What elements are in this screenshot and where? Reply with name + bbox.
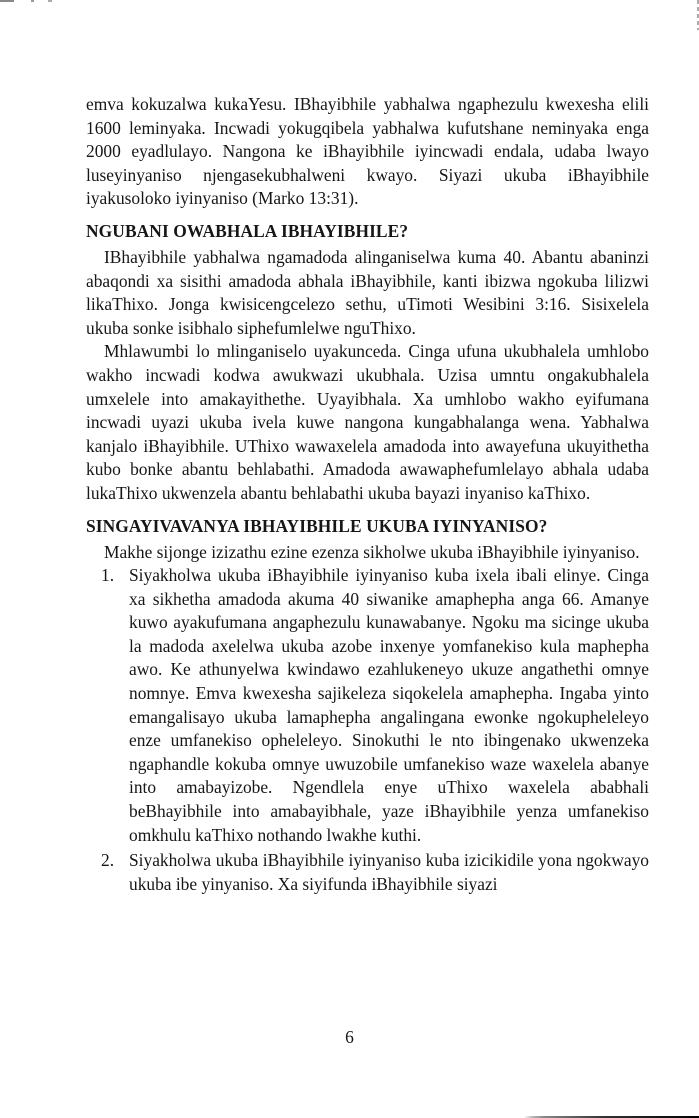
section-heading: SINGAYIVAVANYA IBHAYIBHILE UKUBA IYINYANISO? bbox=[86, 515, 548, 536]
section-heading: NGUBANI OWABHALA IBHAYIBHILE? bbox=[86, 220, 409, 241]
list-item bbox=[86, 564, 649, 847]
reasons-list bbox=[86, 564, 649, 896]
page-number: 6 bbox=[345, 1027, 354, 1047]
section-bible-truth-test bbox=[86, 514, 649, 897]
list-item-text: Siyakholwa ukuba iBhayibhile iyinyaniso kuba izicikidile yona ngokwayo ukuba ibe yinyaniso. Xa siyifunda iBhayibhile siyazi bbox=[129, 850, 649, 894]
list-item-number: 2. bbox=[101, 850, 115, 871]
body-paragraph: Makhe sijonge izizathu ezine ezenza sikholwe ukuba iBhayibhile iyinyaniso. bbox=[104, 541, 640, 562]
list-item bbox=[86, 849, 649, 896]
scan-artifact-top-left bbox=[0, 0, 56, 2]
opening-paragraph: emva kokuzalwa kukaYesu. IBhayibhile yabhalwa ngaphezulu kwexesha elili 1600 leminyaka. Incwadi yokugqibela yabhalwa kufutshane neminyaka enga 2000 eyadlulayo. Nangona ke iBhayibhile iyincwadi endala, udaba lwayo luseyinyaniso njengasekubhalweni kwayo. Siyazi ukuba iBhayibhile iyakusoloko iyinyaniso (Marko 13:31). bbox=[86, 94, 649, 209]
list-item-number: 1. bbox=[101, 565, 115, 586]
list-item-text: Siyakholwa ukuba iBhayibhile iyinyaniso kuba ixela ibali elinye. Cinga xa sikhetha amadoda akuma 40 siwanike amaphepha anga 66. Amanye kuwo ayakufumana angaphezulu kunawabanye. Ngoku ma sicinge ukuba la madoda axelelwa ukuba azobe inxenye yomfanekiso kula maphepha awo. Ke athunyelwa kwindawo ezahlukeneyo ukuze angathethi omnye nomnye. Emva kwexesha sajikeleza siqokelela amaphepha. Ingaba yinto emangalisayo ukuba lamaphepha angalingana ewonke ngokupheleleyo enze umfanekiso opheleleyo. Sinokuthi le nto ibingenako ukwenzeka ngaphandle kokuba omnye uwuzobile umfanekiso waze waxelela abanye into amabayizobe. Ngendlela enye uThixo waxelela ababhali beBhayibhile into amabayibhale, yaze iBhayibhile yenza umfanekiso omkhulu kaThixo nothando lwakhe kuthi. bbox=[129, 565, 649, 845]
body-paragraph: IBhayibhile yabhalwa ngamadoda alinganiselwa kuma 40. Abantu abaninzi abaqondi xa sisithi amadoda abhala iBhayibhile, kanti ibizwa ngokuba lilizwi likaThixo. Jonga kwisicengcelezo sethu, uTimoti Wesibini 3:16. Sisixelela ukuba sonke isibhalo siphefumlelwe nguThixo. bbox=[86, 246, 649, 338]
section-who-wrote-bible bbox=[86, 219, 649, 506]
body-paragraph: Mhlawumbi lo mlinganiselo uyakunceda. Cinga ufuna ukubhalela umhlobo wakho incwadi kodwa awukwazi ukubhala. Uzisa umntu ongakubhalela umxelele into amakayithethe. Uyayibhala. Xa umhlobo wakho eyifumana incwadi uyazi ukuba ivela kuwe nangona kungabhalanga wena. Yabhalwa kanjalo iBhayibhile. UThixo wawaxelela amadoda into awayefuna ukuyithetha kubo bonke abantu behlabathi. Amadoda awawaphefumlelayo abhala udaba lukaThixo ukwenzela abantu behlabathi ukuba bayazi inyaniso kaThixo. bbox=[86, 341, 649, 503]
book-page-body bbox=[86, 93, 649, 896]
